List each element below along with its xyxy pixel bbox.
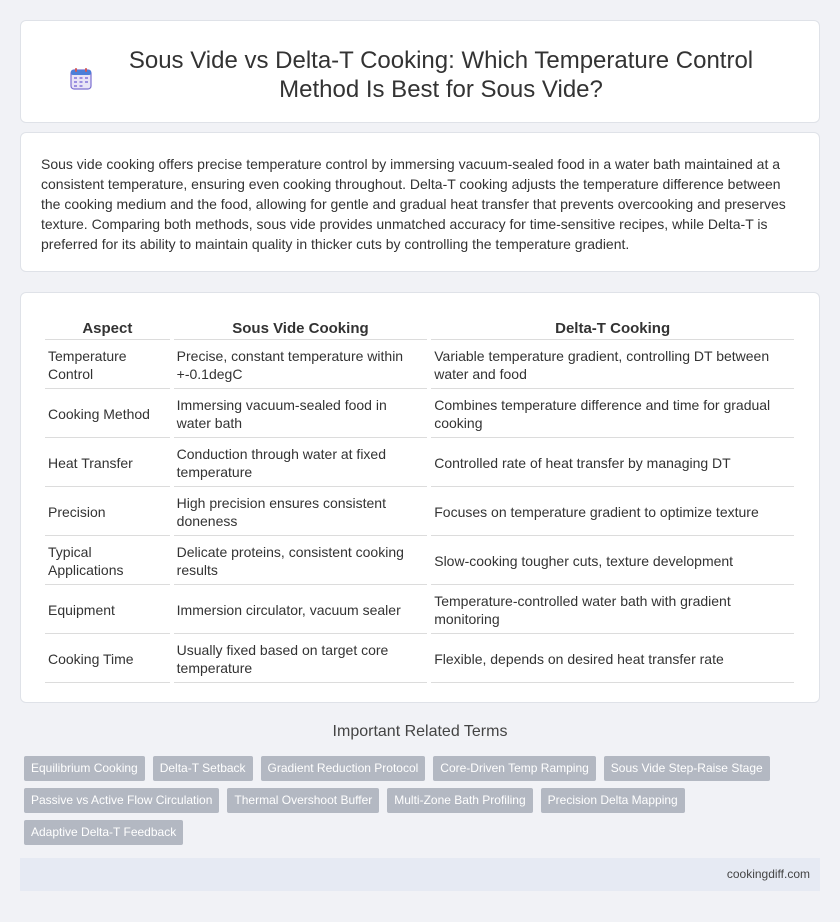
- row-delta-t: Temperature-controlled water bath with gradient monitoring: [431, 587, 794, 634]
- table-row: [45, 489, 794, 536]
- row-delta-t: Controlled rate of heat transfer by managing DT: [431, 440, 794, 487]
- related-term-tag[interactable]: Thermal Overshoot Buffer: [227, 788, 379, 813]
- row-sous-vide: Delicate proteins, consistent cooking results: [174, 538, 428, 585]
- related-term-tag[interactable]: Passive vs Active Flow Circulation: [24, 788, 219, 813]
- table-row: [45, 538, 794, 585]
- table-row: [45, 587, 794, 634]
- row-sous-vide: Immersing vacuum-sealed food in water bath: [174, 391, 428, 438]
- row-aspect: Equipment: [45, 587, 170, 634]
- related-term-tag[interactable]: Equilibrium Cooking: [24, 756, 145, 781]
- related-term-tag[interactable]: Adaptive Delta-T Feedback: [24, 820, 183, 845]
- intro-paragraph: Sous vide cooking offers precise temperature control by immersing vacuum-sealed food in a water bath maintained at a consistent temperature, ensuring even cooking throughout. Delta-T cooking adjusts the temperature difference between the cooking medium and the food, allowing for gentle and gradual heat transfer that prevents overcooking and preserves texture. Comparing both methods, sous vide provides unmatched accuracy for time-sensitive recipes, while Delta-T is preferred for its ability to maintain quality in thicker cuts by controlling the temperature gradient.: [41, 156, 786, 252]
- row-sous-vide: Immersion circulator, vacuum sealer: [174, 587, 428, 634]
- row-aspect: Cooking Method: [45, 391, 170, 438]
- table-row: [45, 440, 794, 487]
- related-term-tag[interactable]: Delta-T Setback: [153, 756, 253, 781]
- calendar-icon: [69, 67, 93, 91]
- related-term-tag[interactable]: Gradient Reduction Protocol: [261, 756, 426, 781]
- row-sous-vide: Usually fixed based on target core temperature: [174, 636, 428, 683]
- row-delta-t: Combines temperature difference and time for gradual cooking: [431, 391, 794, 438]
- row-aspect: Precision: [45, 489, 170, 536]
- page-title: Sous Vide vs Delta-T Cooking: Which Temperature Control Method Is Best for Sous Vide?: [128, 47, 754, 103]
- related-term-tag[interactable]: Sous Vide Step-Raise Stage: [604, 756, 770, 781]
- row-delta-t: Variable temperature gradient, controlling DT between water and food: [431, 342, 794, 389]
- row-delta-t: Slow-cooking tougher cuts, texture development: [431, 538, 794, 585]
- intro-card: [20, 132, 820, 272]
- row-sous-vide: Precise, constant temperature within +-0.1degC: [174, 342, 428, 389]
- footer-site-link[interactable]: cookingdiff.com: [726, 867, 810, 881]
- comparison-table-card: [20, 292, 820, 703]
- related-term-tag[interactable]: Multi-Zone Bath Profiling: [387, 788, 532, 813]
- comparison-table: [41, 315, 798, 685]
- row-aspect: Heat Transfer: [45, 440, 170, 487]
- header-sous-vide: Sous Vide Cooking: [174, 317, 428, 340]
- row-aspect: Typical Applications: [45, 538, 170, 585]
- footer: [20, 858, 820, 891]
- row-delta-t: Focuses on temperature gradient to optimize texture: [431, 489, 794, 536]
- table-row: [45, 342, 794, 389]
- table-header-row: [45, 317, 794, 340]
- row-aspect: Temperature Control: [45, 342, 170, 389]
- table-row: [45, 391, 794, 438]
- header-delta-t: Delta-T Cooking: [431, 317, 794, 340]
- row-delta-t: Flexible, depends on desired heat transfer rate: [431, 636, 794, 683]
- row-aspect: Cooking Time: [45, 636, 170, 683]
- related-terms-list: [24, 756, 804, 845]
- related-terms-title: Important Related Terms: [332, 723, 508, 740]
- related-term-tag[interactable]: Precision Delta Mapping: [541, 788, 685, 813]
- title-card: [20, 20, 820, 123]
- row-sous-vide: Conduction through water at fixed temperature: [174, 440, 428, 487]
- related-term-tag[interactable]: Core-Driven Temp Ramping: [433, 756, 596, 781]
- header-aspect: Aspect: [45, 317, 170, 340]
- row-sous-vide: High precision ensures consistent doneness: [174, 489, 428, 536]
- table-row: [45, 636, 794, 683]
